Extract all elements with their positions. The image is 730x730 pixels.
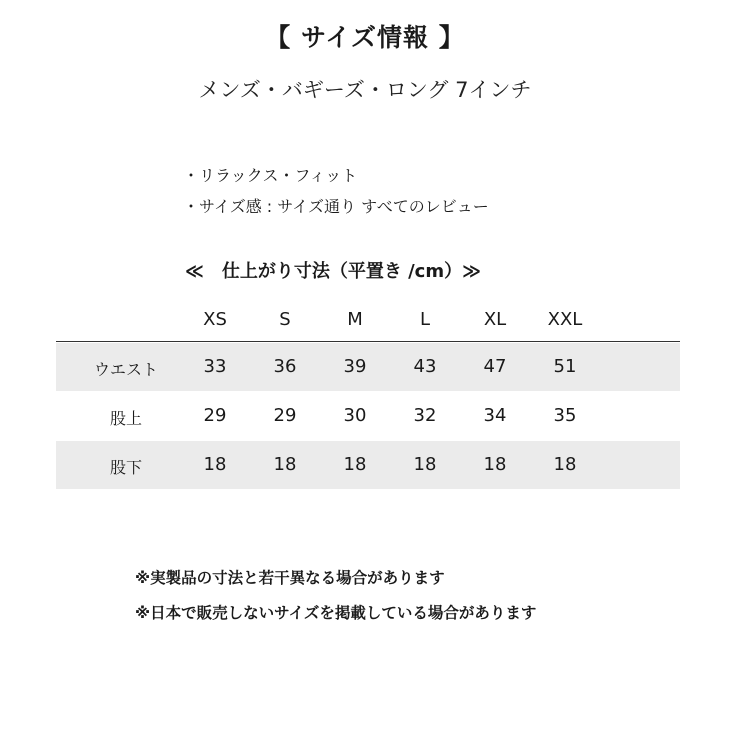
size-info-title: 【 サイズ情報 】 xyxy=(265,23,465,52)
feature-list xyxy=(183,160,489,222)
cell-inseam-xs: 18 xyxy=(203,454,227,475)
size-header-xxl: XXL xyxy=(547,309,583,330)
cell-inseam-xl: 18 xyxy=(483,454,507,475)
cell-waist-xxl: 51 xyxy=(553,356,577,377)
product-subtitle: メンズ・バギーズ・ロング 7インチ xyxy=(198,78,532,102)
notes xyxy=(135,561,536,631)
cell-rise-xl: 34 xyxy=(483,405,507,426)
note-unsold-sizes: ※日本で販売しないサイズを掲載している場合があります xyxy=(135,604,537,622)
cell-waist-s: 36 xyxy=(273,356,297,377)
cell-inseam-s: 18 xyxy=(273,454,297,475)
cell-rise-s: 29 xyxy=(273,405,297,426)
table-row-waist xyxy=(56,343,680,391)
size-header-row xyxy=(0,307,730,335)
note-measurement-variance: ※実製品の寸法と若干異なる場合があります xyxy=(135,569,445,587)
cell-inseam-l: 18 xyxy=(413,454,437,475)
size-header-xl: XL xyxy=(483,309,507,330)
feature-size-feel: ・サイズ感 : サイズ通り すべてのレビュー xyxy=(183,197,489,216)
feature-fit: ・リラックス・フィット xyxy=(183,166,358,185)
size-header-s: S xyxy=(279,309,291,330)
cell-rise-xxl: 35 xyxy=(553,405,577,426)
cell-waist-xl: 47 xyxy=(483,356,507,377)
cell-rise-l: 32 xyxy=(413,405,437,426)
cell-waist-xs: 33 xyxy=(203,356,227,377)
cell-rise-xs: 29 xyxy=(203,405,227,426)
cell-inseam-xxl: 18 xyxy=(553,454,577,475)
size-header-l: L xyxy=(419,309,431,330)
size-header-m: M xyxy=(347,309,363,330)
size-header-xs: XS xyxy=(203,309,227,330)
table-row-inseam xyxy=(56,441,680,489)
table-title: ≪ 仕上がり寸法（平置き /cm）≫ xyxy=(185,261,481,282)
row-label-rise: 股上 xyxy=(109,409,142,428)
header-divider xyxy=(56,341,680,342)
cell-waist-m: 39 xyxy=(343,356,367,377)
cell-rise-m: 30 xyxy=(343,405,367,426)
row-label-inseam: 股下 xyxy=(109,458,142,477)
row-label-waist: ウエスト xyxy=(93,360,158,379)
cell-inseam-m: 18 xyxy=(343,454,367,475)
table-row-rise xyxy=(56,392,680,440)
cell-waist-l: 43 xyxy=(413,356,437,377)
